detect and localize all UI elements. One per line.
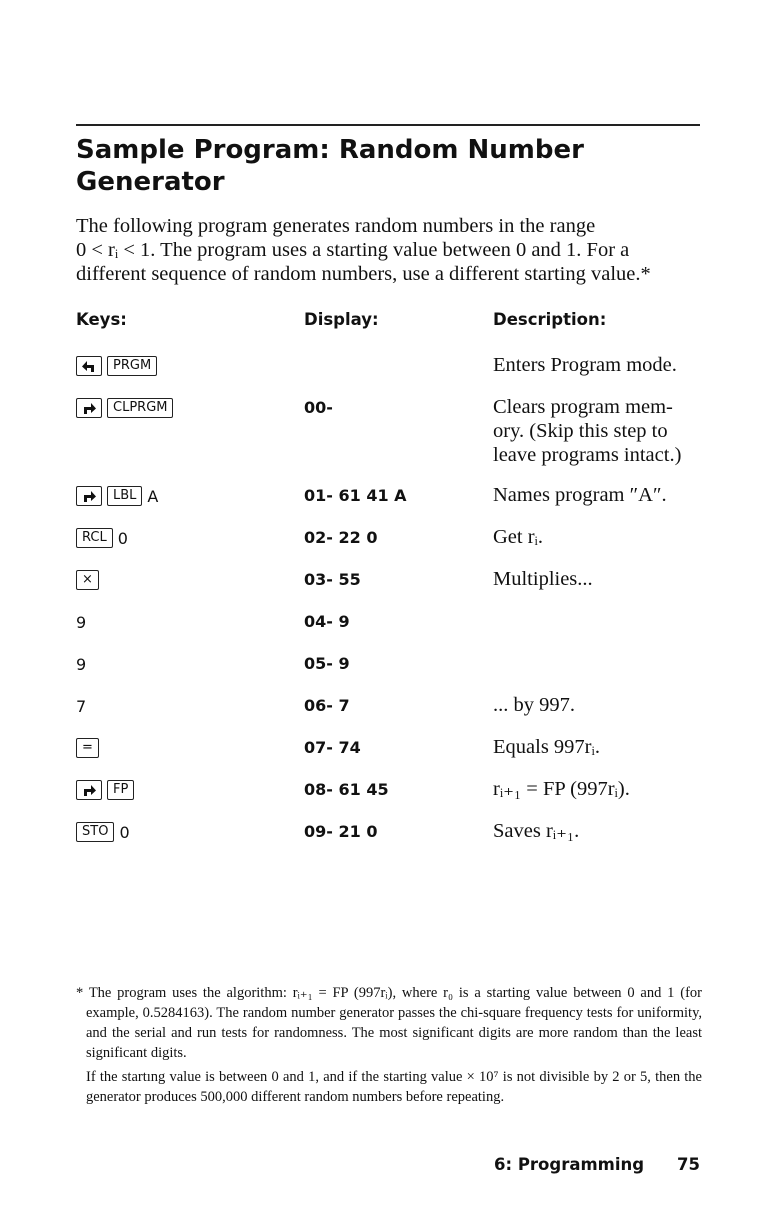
keys-cell	[76, 735, 99, 761]
program-row	[0, 353, 774, 379]
description-cell	[493, 819, 708, 843]
keys-cell	[76, 525, 128, 551]
footnote	[76, 983, 702, 1111]
key-digit: A	[147, 486, 159, 506]
intro-line: different sequence of random numbers, use a different starting value.*	[76, 263, 651, 285]
footnote-paragraph: * The program uses the algorithm: rᵢ₊₁ = FP (997rᵢ), where r₀ is a starting value between 0 and 1 (for example, 0.5284163). The random number generator passes the chi-square frequency tests for uniformity, and the serial and run tests for randomness. The most significant digits are more random than the least significant digits.	[76, 985, 702, 1061]
calculator-key: RCL	[76, 528, 113, 548]
calculator-key: FP	[107, 780, 134, 800]
intro-line: The following program generates random numbers in the range	[76, 215, 596, 237]
key-digit: 7	[76, 696, 87, 716]
keys-cell	[76, 819, 130, 845]
intro-paragraph	[76, 214, 702, 286]
description-line: Names program ″A″.	[493, 484, 667, 506]
program-row	[0, 651, 774, 677]
display-cell: 04- 9	[304, 612, 350, 631]
program-row	[0, 735, 774, 761]
keys-cell	[76, 395, 173, 421]
keys-cell	[76, 609, 86, 635]
calculator-key: CLPRGM	[107, 398, 173, 418]
description-line: Clears program mem-	[493, 396, 673, 418]
display-cell: 06- 7	[304, 696, 350, 715]
program-row	[0, 567, 774, 593]
calculator-key: ×	[76, 570, 99, 590]
program-row	[0, 609, 774, 635]
footer-chapter: 6: Programming	[494, 1155, 645, 1174]
keys-cell	[76, 483, 158, 509]
description-line: Multiplies...	[493, 568, 593, 590]
program-row	[0, 483, 774, 509]
description-cell	[493, 483, 708, 507]
display-cell: 00-	[304, 398, 333, 417]
intro-line: 0 < rᵢ < 1. The program uses a starting value between 0 and 1. For a	[76, 239, 630, 261]
program-row	[0, 819, 774, 845]
display-cell: 02- 22 0	[304, 528, 378, 547]
display-cell: 05- 9	[304, 654, 350, 673]
right-shift-key-icon	[76, 780, 102, 800]
key-digit: 9	[76, 654, 87, 674]
key-digit: 0	[119, 822, 130, 842]
description-line: Equals 997rᵢ.	[493, 736, 600, 758]
key-digit: 0	[117, 528, 128, 548]
description-cell	[493, 525, 708, 549]
top-rule	[76, 124, 700, 126]
calculator-key: =	[76, 738, 99, 758]
program-row	[0, 777, 774, 803]
display-cell: 08- 61 45	[304, 780, 389, 799]
description-line: Saves rᵢ₊₁.	[493, 820, 580, 842]
program-row	[0, 693, 774, 719]
calculator-key: LBL	[107, 486, 142, 506]
description-cell	[493, 567, 708, 591]
keys-cell	[76, 353, 157, 379]
description-line: rᵢ₊₁ = FP (997rᵢ).	[493, 778, 630, 800]
calculator-key: STO	[76, 822, 114, 842]
left-shift-key-icon	[76, 356, 102, 376]
description-cell	[493, 693, 708, 717]
description-line: ory. (Skip this step to	[493, 420, 668, 442]
key-digit: 9	[76, 612, 87, 632]
description-cell	[493, 777, 708, 801]
calculator-key: PRGM	[107, 356, 157, 376]
description-line: leave programs intact.)	[493, 444, 682, 466]
description-line: Get rᵢ.	[493, 526, 544, 548]
description-cell	[493, 395, 708, 467]
keys-cell	[76, 777, 134, 803]
program-row	[0, 525, 774, 551]
footnote-paragraph: If the startıng value is between 0 and 1, and if the starting value × 10⁷ is not divisible by 2 or 5, then the generator produces 500,000 different random numbers before repeating.	[86, 1069, 702, 1105]
description-header: Description:	[493, 310, 607, 329]
keys-cell	[76, 693, 86, 719]
keys-header: Keys:	[76, 310, 127, 329]
display-cell: 07- 74	[304, 738, 361, 757]
section-title: Sample Program: Random Number Generator	[76, 135, 584, 197]
description-line: Enters Program mode.	[493, 354, 677, 376]
display-cell: 01- 61 41 A	[304, 486, 407, 505]
program-row	[0, 395, 774, 466]
right-shift-key-icon	[76, 486, 102, 506]
display-header: Display:	[304, 310, 379, 329]
keys-cell	[76, 567, 99, 593]
description-line: ... by 997.	[493, 694, 575, 716]
display-cell: 09- 21 0	[304, 822, 378, 841]
footer-page-number: 75	[677, 1155, 700, 1174]
keys-cell	[76, 651, 86, 677]
description-cell	[493, 735, 708, 759]
description-cell	[493, 353, 708, 377]
display-cell: 03- 55	[304, 570, 361, 589]
right-shift-key-icon	[76, 398, 102, 418]
